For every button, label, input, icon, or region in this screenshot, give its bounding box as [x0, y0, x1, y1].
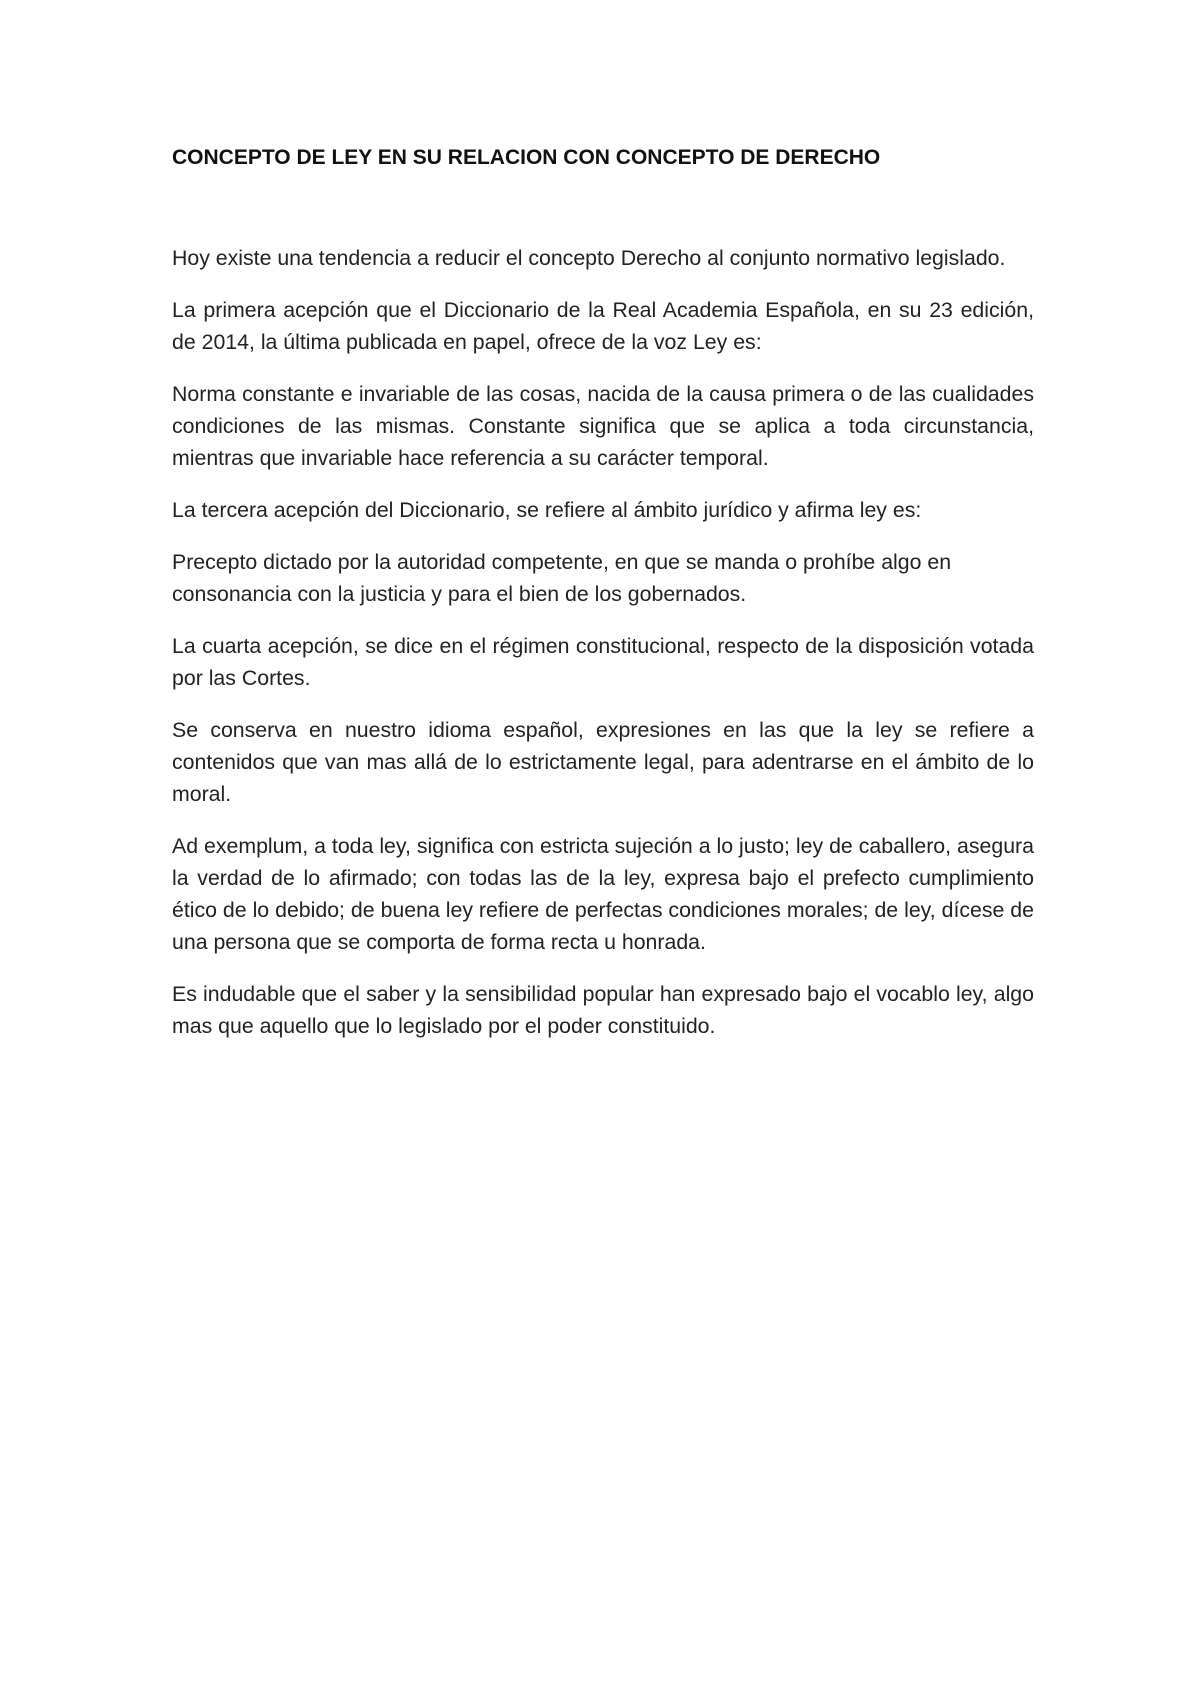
document-title: CONCEPTO DE LEY EN SU RELACION CON CONCEPTO DE DERECHO: [172, 146, 881, 169]
paragraph: Se conserva en nuestro idioma español, expresiones en las que la ley se refiere a contenidos que van mas allá de lo estrictamente legal, para adentrarse en el ámbito de lo moral.: [172, 718, 1034, 806]
paragraph: Hoy existe una tendencia a reducir el concepto Derecho al conjunto normativo legislado.: [172, 246, 1006, 270]
paragraph: La cuarta acepción, se dice en el régimen constitucional, respecto de la disposición votada por las Cortes.: [172, 634, 1034, 690]
document-body: [172, 144, 1034, 1062]
paragraph: Norma constante e invariable de las cosas, nacida de la causa primera o de las cualidades condiciones de las mismas. Constante significa que se aplica a toda circunstancia, mientras que invariable hace referencia a su carácter temporal.: [172, 382, 1034, 470]
paragraph: La primera acepción que el Diccionario de la Real Academia Española, en su 23 edición, de 2014, la última publicada en papel, ofrece de la voz Ley es:: [172, 298, 1034, 354]
paragraph: Precepto dictado por la autoridad competente, en que se manda o prohíbe algo en consonancia con la justicia y para el bien de los gobernados.: [172, 550, 952, 606]
paragraph: Es indudable que el saber y la sensibilidad popular han expresado bajo el vocablo ley, algo mas que aquello que lo legislado por el poder constituido.: [172, 982, 1034, 1038]
paragraph: Ad exemplum, a toda ley, significa con estricta sujeción a lo justo; ley de caballero, asegura la verdad de lo afirmado; con todas las de la ley, expresa bajo el prefecto cumplimiento ético de lo debido; de buena ley refiere de perfectas condiciones morales; de ley, dícese de una persona que se comporta de forma recta u honrada.: [172, 834, 1034, 954]
paragraph: La tercera acepción del Diccionario, se refiere al ámbito jurídico y afirma ley es:: [172, 498, 922, 522]
